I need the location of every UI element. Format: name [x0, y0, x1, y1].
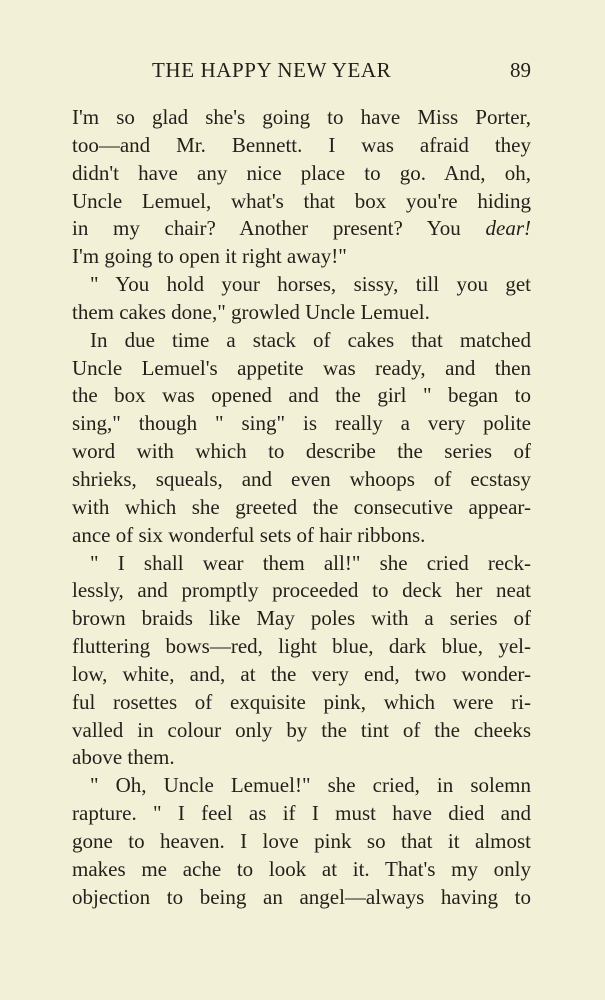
text-line: word with which to describe the series of: [72, 439, 531, 464]
text-line: them cakes done," growled Uncle Lemuel.: [72, 299, 430, 324]
body-text: [72, 104, 531, 911]
text-line: Uncle Lemuel, what's that box you're hiding: [72, 188, 531, 213]
text-line: ance of six wonderful sets of hair ribbons.: [72, 522, 426, 547]
running-head: THE HAPPY NEW YEAR: [152, 58, 392, 82]
text-line: sing," though " sing" is really a very polite: [72, 411, 531, 436]
text-line: fluttering bows—red, light blue, dark blue, yel-: [72, 634, 531, 659]
text-line: the box was opened and the girl " began to: [72, 383, 531, 408]
text-line: rapture. " I feel as if I must have died and: [72, 801, 531, 826]
text-line: lessly, and promptly proceeded to deck her neat: [72, 578, 531, 603]
text-line: valled in colour only by the tint of the cheeks: [72, 717, 531, 742]
text-line: with which she greeted the consecutive appear-: [72, 494, 531, 519]
text-line: " I shall wear them all!" she cried reck-: [90, 550, 531, 575]
text-line: shrieks, squeals, and even whoops of ecstasy: [72, 466, 531, 491]
text-line: low, white, and, at the very end, two wonder-: [72, 661, 531, 686]
text-line: brown braids like May poles with a series of: [72, 606, 531, 631]
text-line: " Oh, Uncle Lemuel!" she cried, in solemn: [90, 773, 531, 798]
emphasis: dear!: [485, 216, 531, 241]
text-line: I'm going to open it right away!": [72, 244, 347, 269]
text-line: ful rosettes of exquisite pink, which were ri-: [72, 689, 531, 714]
text-line: In due time a stack of cakes that matched: [90, 327, 531, 352]
text-line: objection to being an angel—always having to: [72, 884, 531, 909]
text-line: too—and Mr. Bennett. I was afraid they: [72, 132, 531, 157]
text-line: above them.: [72, 745, 175, 770]
text-line: " You hold your horses, sissy, till you get: [90, 272, 531, 297]
text-line: I'm so glad she's going to have Miss Porter,: [72, 105, 531, 129]
text-line: gone to heaven. I love pink so that it almost: [72, 828, 531, 853]
text-line: in my chair? Another present? You dear!: [72, 216, 531, 241]
page-number: 89: [510, 58, 531, 82]
page-header: [72, 58, 531, 88]
text-line: didn't have any nice place to go. And, oh,: [72, 160, 531, 185]
text-line: Uncle Lemuel's appetite was ready, and then: [72, 355, 531, 380]
text-line: makes me ache to look at it. That's my only: [72, 856, 531, 881]
